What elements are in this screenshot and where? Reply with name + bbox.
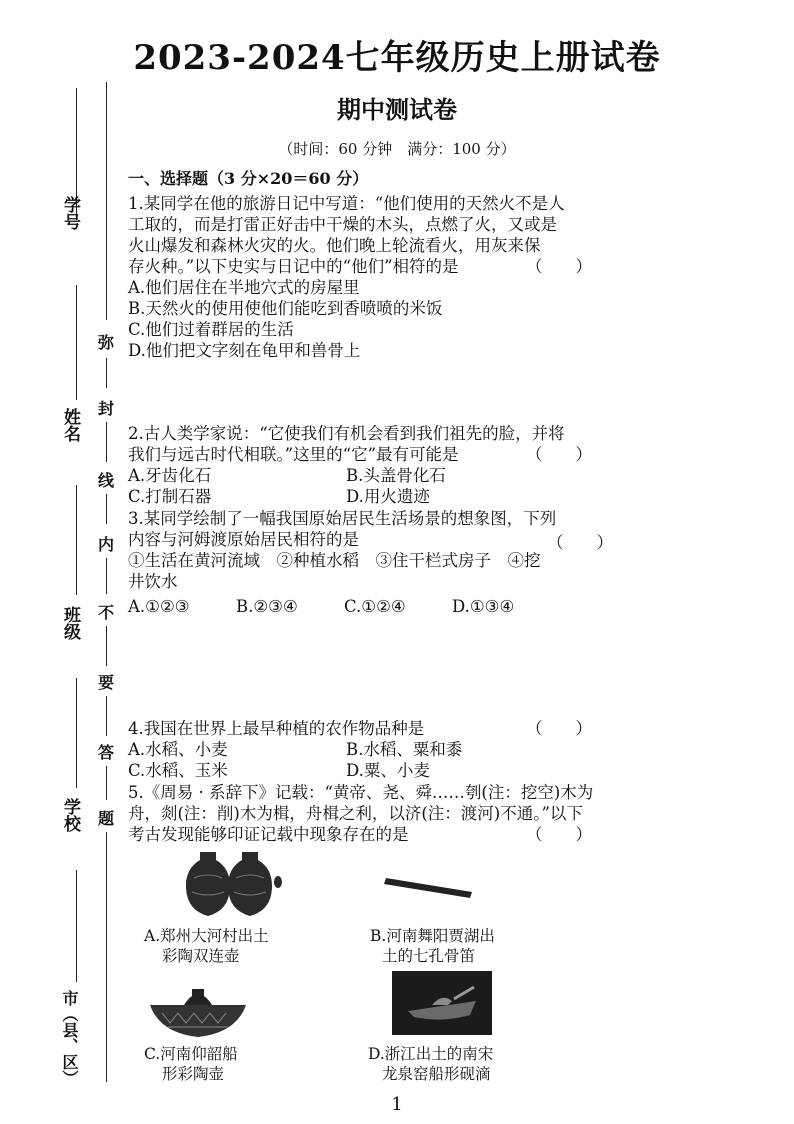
answer-bracket[interactable]: （ ） [526,719,592,738]
question-4 [128,718,596,781]
question-items: 井饮水 [128,572,178,591]
seal-char: 弥 [98,333,115,352]
caption-d [368,1044,493,1084]
caption-a [144,926,269,966]
seal-char: 题 [98,809,115,828]
field-city: 市（县、区） [60,990,79,1086]
option-c[interactable]: C.水稻、玉米 [128,761,228,780]
question-stem-line [128,529,596,550]
seal-char: 要 [98,673,115,692]
seal-line [106,766,107,800]
option-d[interactable]: D.粟、小麦 [346,761,430,780]
caption-c [144,1044,238,1084]
question-items-line [128,550,596,571]
seal-line [106,626,107,666]
option-b[interactable]: B.②③④ [236,597,298,616]
exam-meta: （时间：60 分钟 满分：100 分） [278,140,516,158]
seal-line [106,832,107,1082]
option-a[interactable]: A.①②③ [128,597,190,616]
field-class: 班级 [60,606,80,640]
question-1 [128,193,596,361]
option-b[interactable]: B.水稻、粟和黍 [346,740,463,759]
image-bone-flute [382,868,478,906]
option-d[interactable]: D.①③④ [452,597,515,616]
question-text: 4.我国在世界上最早种植的农作物品种是 [128,719,425,738]
option-a[interactable]: A.牙齿化石 [128,466,212,485]
seal-line [106,82,107,320]
caption-line[interactable]: A.郑州大河村出土 [144,927,269,945]
question-text: 考古发现能够印证记载中现象存在的是 [128,825,409,844]
caption-line[interactable]: 龙泉窑船形砚滴 [382,1065,491,1083]
question-text: 内容与河姆渡原始居民相符的是 [128,530,359,549]
option-b[interactable]: B.头盖骨化石 [346,466,446,485]
option-a[interactable]: A.他们居住在半地穴式的房屋里 [128,278,360,297]
seal-char: 内 [98,535,115,554]
option-a[interactable]: A.水稻、小麦 [128,740,228,759]
question-stem-line [128,256,596,277]
option-c[interactable]: C.他们过着群居的生活 [128,320,294,339]
exam-subtitle: 期中测试卷 [337,95,457,124]
seal-char: 封 [98,399,115,418]
caption-line[interactable]: 土的七孔骨笛 [382,947,476,965]
options-grid [128,739,596,781]
image-inkstone-dropper [392,971,492,1039]
options-grid [128,465,596,507]
question-text: 存火种。”以下史实与日记中的“他们”相符的是 [128,257,459,276]
question-items: ①生活在黄河流域 ②种植水稻 ③住干栏式房子 ④挖 [128,551,541,570]
question-2 [128,423,596,507]
field-name: 姓名 [60,408,80,442]
seal-line [106,696,107,736]
option-b[interactable]: B.天然火的使用使他们能吃到香喷喷的米饭 [128,299,443,318]
seal-char: 线 [98,471,115,490]
question-5 [128,782,596,845]
question-stem-line [128,718,596,739]
question-text: 5.《周易 · 系辞下》记载：“黄帝、尧、舜……刳(注：挖空)木为 [128,783,594,802]
question-text: 工取的，而是打雷正好击中干燥的木头，点燃了火，又或是 [128,215,557,234]
option-c[interactable]: C.打制石器 [128,487,212,506]
question-text: 3.某同学绘制了一幅我国原始居民生活场景的想象图，下列 [128,509,557,528]
question-text: 舟，剡(注：削)木为楫，舟楫之利，以济(注：渡河)不通。”以下 [128,804,583,823]
question-3 [128,508,596,617]
answer-bracket[interactable]: （ ） [526,825,592,844]
field-rule [76,678,77,788]
option-d[interactable]: D.用火遗迹 [346,487,430,506]
field-rule [76,870,77,982]
page-number: 1 [391,1094,403,1115]
field-school: 学校 [60,798,80,832]
answer-bracket[interactable]: （ ） [526,445,592,464]
question-text: 2.古人类学家说：“它使我们有机会看到我们祖先的脸，并将 [128,424,565,443]
field-rule [76,285,77,400]
image-boat-pot [148,985,248,1045]
caption-line[interactable]: C.河南仰韶船 [144,1045,238,1063]
answer-bracket[interactable]: （ ） [547,533,613,552]
option-c[interactable]: C.①②④ [344,597,406,616]
seal-line [106,422,107,462]
field-student-id: 学号 [60,196,80,230]
exam-title: 2023-2024七年级历史上册试卷 [133,38,661,78]
answer-bracket[interactable]: （ ） [526,257,592,276]
seal-char: 答 [98,743,115,762]
question-stem-line [128,824,596,845]
option-d[interactable]: D.他们把文字刻在龟甲和兽骨上 [128,341,361,360]
caption-line[interactable]: 彩陶双连壶 [162,947,240,965]
caption-line[interactable]: 形彩陶壶 [162,1065,225,1083]
seal-line [106,558,107,594]
question-text: 火山爆发和森林火灾的火。他们晚上轮流看火，用灰来保 [128,236,541,255]
question-text: 我们与远古时代相联。”这里的“它”最有可能是 [128,445,459,464]
seal-line [106,358,107,388]
section-heading: 一、选择题（3 分×20＝60 分） [128,169,369,188]
question-stem-line [128,444,596,465]
caption-b [370,926,495,966]
options-grid [128,596,596,617]
seal-char: 不 [98,603,115,622]
caption-line[interactable]: B.河南舞阳贾湖出 [370,927,495,945]
field-rule [76,485,77,595]
seal-line [106,494,107,524]
question-text: 1.某同学在他的旅游日记中写道：“他们使用的天然火不是人 [128,194,565,213]
caption-line[interactable]: D.浙江出土的南宋 [368,1045,494,1063]
image-double-pot [182,848,286,924]
